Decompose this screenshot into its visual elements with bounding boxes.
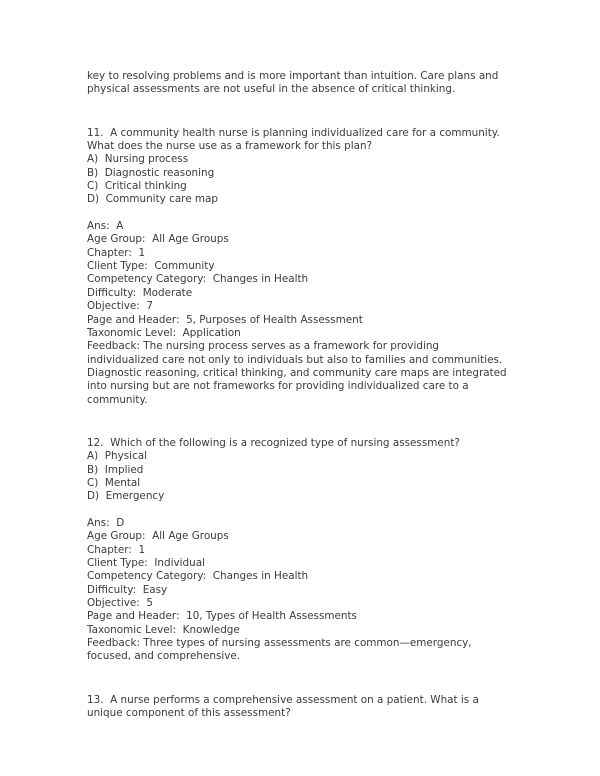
- question-text-11: A community health nurse is planning individualized care for a community. What does the nurse use as a framework for this plan?: [87, 126, 500, 153]
- metadata-difficulty-11: Difficulty: Moderate: [87, 286, 193, 299]
- metadata-page-and-header-12: Page and Header: 10, Types of Health Assessments: [87, 610, 357, 623]
- spacer: [87, 207, 507, 220]
- metadata-chapter-12: Chapter: 1: [87, 543, 146, 556]
- question-number-13: 13.: [87, 693, 104, 706]
- metadata-difficulty-12: Difficulty: Easy: [87, 583, 168, 596]
- question-number-11: 11.: [87, 126, 104, 139]
- question-stem-12: [87, 437, 507, 450]
- question-block-11: [87, 127, 507, 407]
- option-d-12: D) Emergency: [87, 490, 165, 503]
- option-a-12: A) Physical: [87, 450, 148, 463]
- question-text-12: Which of the following is a recognized type of nursing assessment?: [110, 436, 460, 449]
- question-text-13: A nurse performs a comprehensive assessment on a patient. What is a unique component of this assessment?: [87, 693, 479, 720]
- question-block-13: [87, 694, 507, 721]
- spacer: [87, 504, 507, 517]
- metadata-list-11: [87, 220, 507, 340]
- option-c-12: C) Mental: [87, 476, 141, 489]
- options-list-11: [87, 153, 507, 206]
- metadata-taxonomic-level-12: Taxonomic Level: Knowledge: [87, 623, 240, 636]
- metadata-taxonomic-level-11: Taxonomic Level: Application: [87, 326, 241, 339]
- metadata-chapter-11: Chapter: 1: [87, 246, 146, 259]
- spacer: [87, 664, 507, 694]
- question-block-12: [87, 437, 507, 664]
- metadata-age-group-12: Age Group: All Age Groups: [87, 530, 229, 543]
- metadata-client-type-11: Client Type: Community: [87, 260, 215, 273]
- intro-paragraph-block: [87, 70, 507, 97]
- option-a-11: A) Nursing process: [87, 153, 189, 166]
- question-stem-13: [87, 694, 507, 721]
- metadata-objective-12: Objective: 5: [87, 597, 153, 610]
- spacer: [87, 407, 507, 437]
- question-stem-11: [87, 127, 507, 154]
- metadata-objective-11: Objective: 7: [87, 300, 153, 313]
- intro-paragraph: key to resolving problems and is more important than intuition. Care plans and physical assessments are not useful in the absence of critical thinking.: [87, 70, 499, 96]
- option-c-11: C) Critical thinking: [87, 180, 187, 193]
- metadata-answer-11: Ans: A: [87, 220, 124, 233]
- metadata-page-and-header-11: Page and Header: 5, Purposes of Health Assessment: [87, 313, 363, 326]
- option-d-11: D) Community care map: [87, 193, 219, 206]
- spacer: [87, 97, 507, 127]
- metadata-list-12: [87, 517, 507, 637]
- document-body: [87, 70, 507, 720]
- metadata-answer-12: Ans: D: [87, 516, 125, 529]
- feedback-12: Feedback: Three types of nursing assessments are common—emergency, focused, and comprehensive.: [87, 637, 472, 663]
- options-list-12: [87, 450, 507, 503]
- question-number-12: 12.: [87, 436, 104, 449]
- metadata-competency-category-12: Competency Category: Changes in Health: [87, 570, 309, 583]
- metadata-competency-category-11: Competency Category: Changes in Health: [87, 273, 309, 286]
- metadata-age-group-11: Age Group: All Age Groups: [87, 233, 229, 246]
- option-b-11: B) Diagnostic reasoning: [87, 166, 215, 179]
- feedback-11: Feedback: The nursing process serves as a framework for providing individualized care not only to individuals but also to families and communities. Diagnostic reasoning, critical thinking, and community care maps are integrated into nursing but are not frameworks for providing individualized care to a community.: [87, 340, 507, 406]
- metadata-client-type-12: Client Type: Individual: [87, 557, 205, 569]
- option-b-12: B) Implied: [87, 463, 144, 476]
